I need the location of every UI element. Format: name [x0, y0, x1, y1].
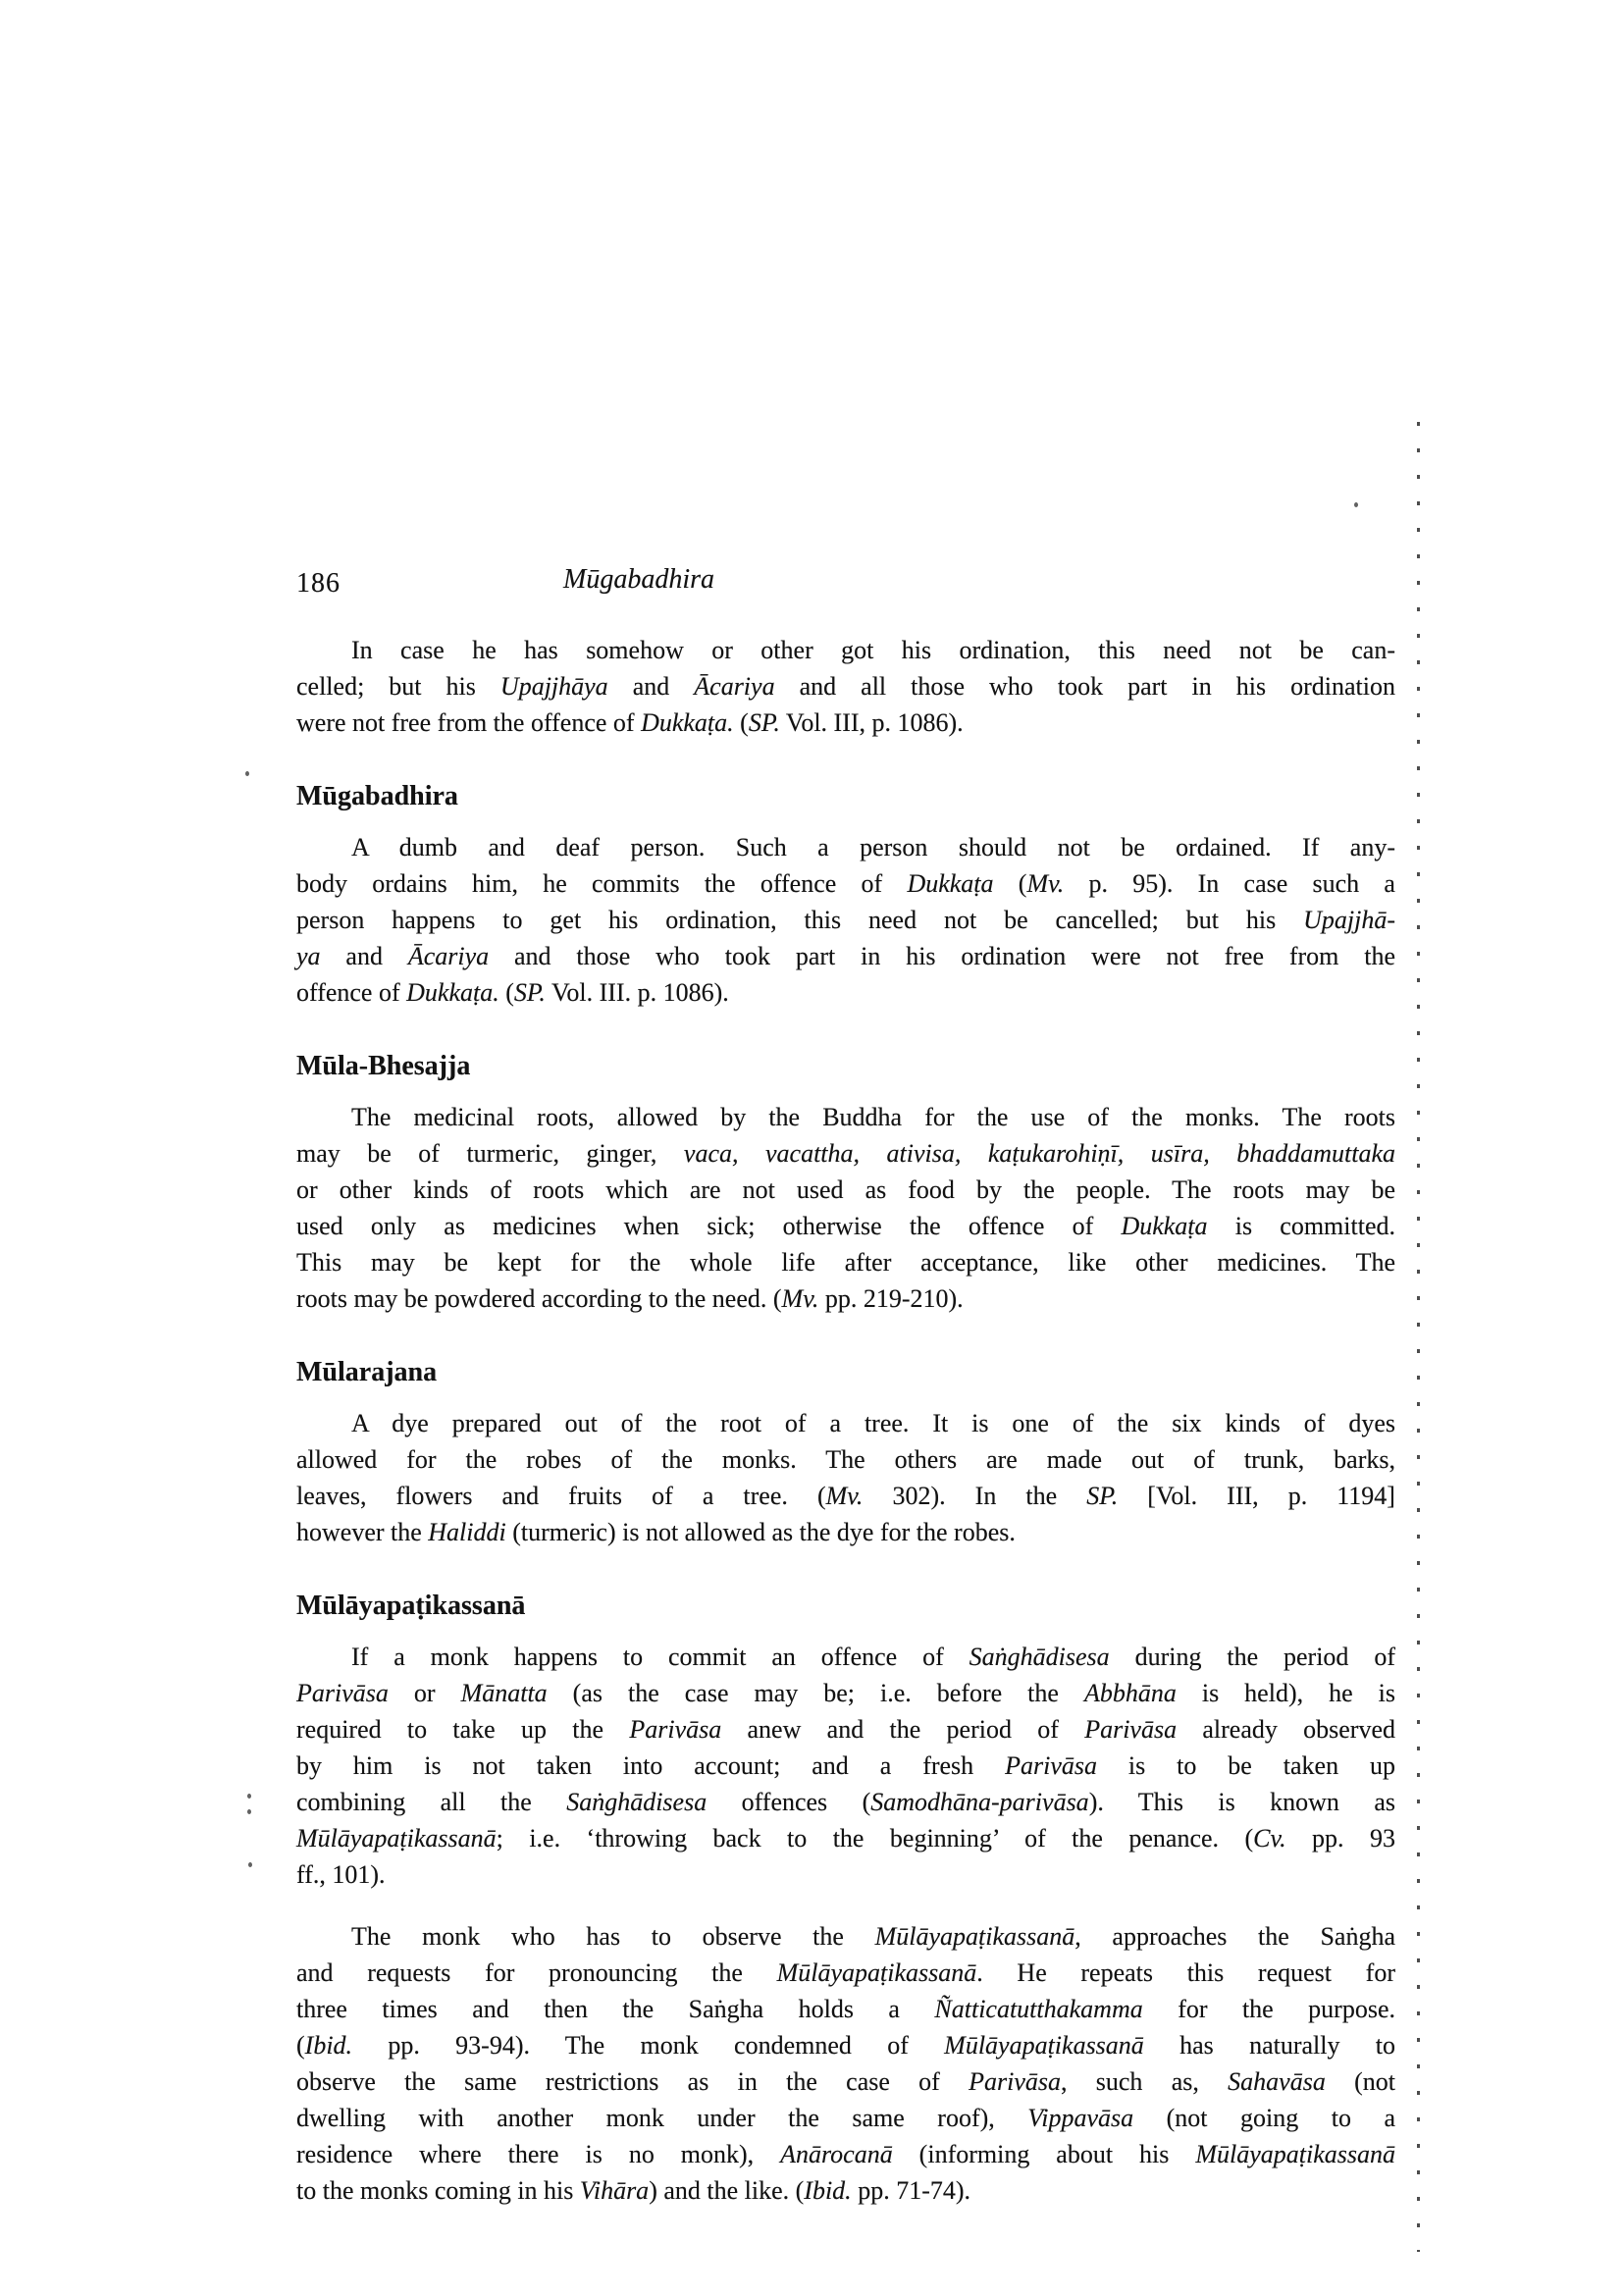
- scan-speck: [247, 1809, 251, 1814]
- text-run: ; i.e. ‘throwing back to the beginning’ of the penance. (: [496, 1824, 1254, 1852]
- text-run: [Vol. III, p. 1194]: [1118, 1482, 1395, 1510]
- text-line: [296, 974, 1395, 1011]
- text-line: [296, 1856, 1395, 1893]
- text-run: is held), he is: [1176, 1679, 1395, 1707]
- text-run: body ordains him, he commits the offence of: [296, 869, 908, 898]
- page-header: [296, 565, 1395, 604]
- text-run: were not free from the offence of: [296, 708, 642, 737]
- pali-term: Mv.: [825, 1482, 864, 1510]
- text-line: [296, 2172, 1395, 2209]
- pali-term: Parivāsa: [296, 1679, 389, 1707]
- text-run: , approaches the Saṅgha: [1074, 1922, 1395, 1951]
- entry-heading: Mūlarajana: [296, 1357, 438, 1387]
- paragraph: [296, 1918, 1395, 2209]
- pali-term: Upajjhā-: [1303, 906, 1395, 934]
- text-run: is committed.: [1207, 1212, 1395, 1240]
- text-run: A dye prepared out of the root of a tree. It is one of the six kinds of dyes: [351, 1409, 1395, 1437]
- text-line: [296, 2027, 1395, 2063]
- text-run: anew and the period of: [721, 1715, 1085, 1744]
- text-line: [296, 1135, 1395, 1172]
- text-line: [296, 1441, 1395, 1478]
- text-run: offences (: [707, 1788, 871, 1816]
- text-line: [296, 1172, 1395, 1208]
- text-run: and those who took part in his ordination were not free from the: [489, 942, 1396, 970]
- text-line: [296, 1748, 1395, 1784]
- entry-heading: Mūgabadhira: [296, 781, 458, 811]
- text-run: . He repeats this request for: [976, 1958, 1395, 1987]
- paragraph: [296, 632, 1395, 741]
- pali-term: Saṅghādisesa: [566, 1788, 707, 1816]
- scan-speck: [247, 1794, 251, 1799]
- page-number: 186: [296, 568, 341, 599]
- text-run: during the period of: [1109, 1643, 1395, 1671]
- pali-term: SP.: [513, 978, 546, 1007]
- pali-term: Dukkaṭa.: [406, 978, 499, 1007]
- text-run: p. 95). In case such a: [1064, 869, 1395, 898]
- pali-term: Mānatta: [460, 1679, 548, 1707]
- scan-edge-artifact: [1417, 422, 1420, 2252]
- entry: [296, 780, 1395, 1011]
- text-run: is to be taken up: [1096, 1751, 1395, 1780]
- text-run: has naturally to: [1143, 2031, 1395, 2060]
- text-run: by him is not taken into account; and a fresh: [296, 1751, 1006, 1780]
- pali-term: Ācariya: [694, 672, 775, 701]
- text-line: [296, 632, 1395, 668]
- text-run: and: [320, 942, 408, 970]
- pali-term: Mūlāyapaṭikassanā: [944, 2031, 1144, 2060]
- text-run: however the: [296, 1518, 429, 1546]
- text-run: If a monk happens to commit an offence of: [351, 1643, 969, 1671]
- text-run: Vol. III. p. 1086).: [545, 978, 729, 1007]
- text-line: [296, 865, 1395, 902]
- text-line: [296, 1675, 1395, 1711]
- text-run: may be of turmeric, ginger,: [296, 1139, 684, 1168]
- entry: [296, 632, 1395, 741]
- text-line: [296, 1478, 1395, 1514]
- text-run: used only as medicines when sick; otherwise the offence of: [296, 1212, 1122, 1240]
- text-run: offence of: [296, 978, 407, 1007]
- pali-term: ya: [296, 942, 321, 970]
- entry: [296, 1590, 1395, 2209]
- text-run: (: [296, 2031, 305, 2060]
- text-run: or: [388, 1679, 461, 1707]
- text-run: This may be kept for the whole life after acceptance, like other medicines. The: [296, 1248, 1395, 1277]
- paragraph: [296, 829, 1395, 1011]
- pali-term: Mūlāyapaṭikassanā: [296, 1824, 497, 1852]
- text-line: [296, 1955, 1395, 1991]
- text-run: Vol. III, p. 1086).: [779, 708, 964, 737]
- pali-term: Vippavāsa: [1027, 2104, 1134, 2132]
- text-line: [296, 1991, 1395, 2027]
- pali-term: Parivāsa: [629, 1715, 722, 1744]
- text-run: (informing about his: [892, 2140, 1196, 2168]
- text-run: (: [733, 708, 749, 737]
- text-run: and: [607, 672, 695, 701]
- entry-heading: Mūla-Bhesajja: [296, 1051, 471, 1081]
- pali-term: Ācariya: [407, 942, 490, 970]
- text-run: and all those who took part in his ordination: [774, 672, 1396, 701]
- pali-term: Anārocanā: [780, 2140, 893, 2168]
- text-run: A dumb and deaf person. Such a person should not be ordained. If any-: [351, 833, 1395, 861]
- text-run: roots may be powdered according to the need. (: [296, 1284, 782, 1313]
- pali-term: Abbhāna: [1083, 1679, 1177, 1707]
- pali-term: Sahavāsa: [1228, 2067, 1326, 2096]
- text-run: leaves, flowers and fruits of a tree. (: [296, 1482, 826, 1510]
- text-line: [296, 1711, 1395, 1748]
- text-run: (not going to a: [1133, 2104, 1395, 2132]
- text-line: [296, 1280, 1395, 1317]
- pali-term: Haliddi: [428, 1518, 506, 1546]
- pali-term: Cv.: [1253, 1824, 1286, 1852]
- text-run: The medicinal roots, allowed by the Buddha for the use of the monks. The roots: [351, 1103, 1395, 1131]
- text-run: residence where there is no monk),: [296, 2140, 781, 2168]
- text-run: allowed for the robes of the monks. The others are made out of trunk, barks,: [296, 1445, 1395, 1474]
- text-line: [296, 1784, 1395, 1820]
- pali-term: Mv.: [781, 1284, 819, 1313]
- pali-term: Dukkaṭa: [907, 869, 994, 898]
- pali-term: Mūlāyapaṭikassanā: [874, 1922, 1075, 1951]
- text-run: observe the same restrictions as in the case of: [296, 2067, 969, 2096]
- text-line: [296, 2063, 1395, 2100]
- text-run: pp. 93: [1285, 1824, 1395, 1852]
- entry: [296, 1050, 1395, 1317]
- pali-term: Ibid.: [304, 2031, 353, 2060]
- scan-speck: [245, 771, 249, 776]
- pali-term: vaca, vacattha, ativisa, kaṭukarohiṇī, usīra, bhaddamuttaka: [683, 1139, 1395, 1168]
- text-run: person happens to get his ordination, this need not be cancelled; but his: [296, 906, 1304, 934]
- text-run: ) and the like. (: [649, 2176, 805, 2205]
- text-line: [296, 829, 1395, 865]
- pali-term: SP.: [748, 708, 780, 737]
- text-line: [296, 938, 1395, 974]
- text-run: dwelling with another monk under the same roof),: [296, 2104, 1028, 2132]
- pali-term: Saṅghādisesa: [969, 1643, 1110, 1671]
- entry-heading: Mūlāyapaṭikassanā: [296, 1591, 526, 1621]
- entry: [296, 1356, 1395, 1550]
- text-line: [296, 2136, 1395, 2172]
- pali-term: Mūlāyapaṭikassanā: [1195, 2140, 1395, 2168]
- paragraph: [296, 1099, 1395, 1317]
- text-line: [296, 902, 1395, 938]
- text-run: (not: [1325, 2067, 1395, 2096]
- text-run: ff., 101).: [296, 1860, 386, 1889]
- pali-term: Vihāra: [579, 2176, 650, 2205]
- text-run: (: [498, 978, 514, 1007]
- text-line: [296, 1208, 1395, 1244]
- pali-term: Mv.: [1026, 869, 1065, 898]
- text-line: [296, 1639, 1395, 1675]
- text-line: [296, 1820, 1395, 1856]
- text-run: to the monks coming in his: [296, 2176, 580, 2205]
- scan-speck: [1354, 502, 1358, 507]
- pali-term: Ñatticatutthakamma: [934, 1995, 1143, 2023]
- text-line: [296, 1244, 1395, 1280]
- text-run: and requests for pronouncing the: [296, 1958, 777, 1987]
- paragraph: [296, 1639, 1395, 1893]
- pali-term: Upajjhāya: [499, 672, 608, 701]
- text-run: The monk who has to observe the: [351, 1922, 875, 1951]
- pali-term: Parivāsa: [969, 2067, 1061, 2096]
- text-run: , such as,: [1061, 2067, 1229, 2096]
- pali-term: Parivāsa: [1084, 1715, 1178, 1744]
- text-run: In case he has somehow or other got his ordination, this need not be can-: [351, 636, 1395, 664]
- text-line: [296, 668, 1395, 704]
- text-line: [296, 704, 1395, 741]
- pali-term: Dukkaṭa: [1121, 1212, 1208, 1240]
- text-run: already observed: [1177, 1715, 1396, 1744]
- text-run: required to take up the: [296, 1715, 630, 1744]
- pali-term: Samodhāna-parivāsa: [870, 1788, 1089, 1816]
- text-run: 302). In the: [863, 1482, 1087, 1510]
- text-run: celled; but his: [296, 672, 500, 701]
- text-run: (turmeric) is not allowed as the dye for the robes.: [505, 1518, 1016, 1546]
- text-run: pp. 93-94). The monk condemned of: [352, 2031, 945, 2060]
- text-run: for the purpose.: [1142, 1995, 1395, 2023]
- text-line: [296, 1514, 1395, 1550]
- pali-term: Parivāsa: [1005, 1751, 1097, 1780]
- text-run: ). This is known as: [1088, 1788, 1395, 1816]
- pali-term: Mūlāyapaṭikassanā: [776, 1958, 977, 1987]
- text-line: [296, 1918, 1395, 1955]
- pali-term: SP.: [1086, 1482, 1119, 1510]
- pali-term: Dukkaṭa.: [641, 708, 734, 737]
- entries-container: [296, 632, 1395, 2209]
- running-head: Mūgabadhira: [563, 564, 714, 595]
- text-line: [296, 1099, 1395, 1135]
- text-line: [296, 2100, 1395, 2136]
- scan-speck: [248, 1862, 252, 1867]
- pali-term: Ibid.: [804, 2176, 852, 2205]
- text-run: combining all the: [296, 1788, 567, 1816]
- text-run: three times and then the Saṅgha holds a: [296, 1995, 935, 2023]
- text-line: [296, 1405, 1395, 1441]
- paragraph: [296, 1405, 1395, 1550]
- text-run: (: [993, 869, 1027, 898]
- text-run: pp. 219-210).: [818, 1284, 964, 1313]
- text-run: or other kinds of roots which are not used as food by the people. The roots may be: [296, 1175, 1395, 1204]
- text-block: [296, 565, 1395, 2209]
- text-run: pp. 71-74).: [851, 2176, 971, 2205]
- text-run: (as the case may be; i.e. before the: [547, 1679, 1084, 1707]
